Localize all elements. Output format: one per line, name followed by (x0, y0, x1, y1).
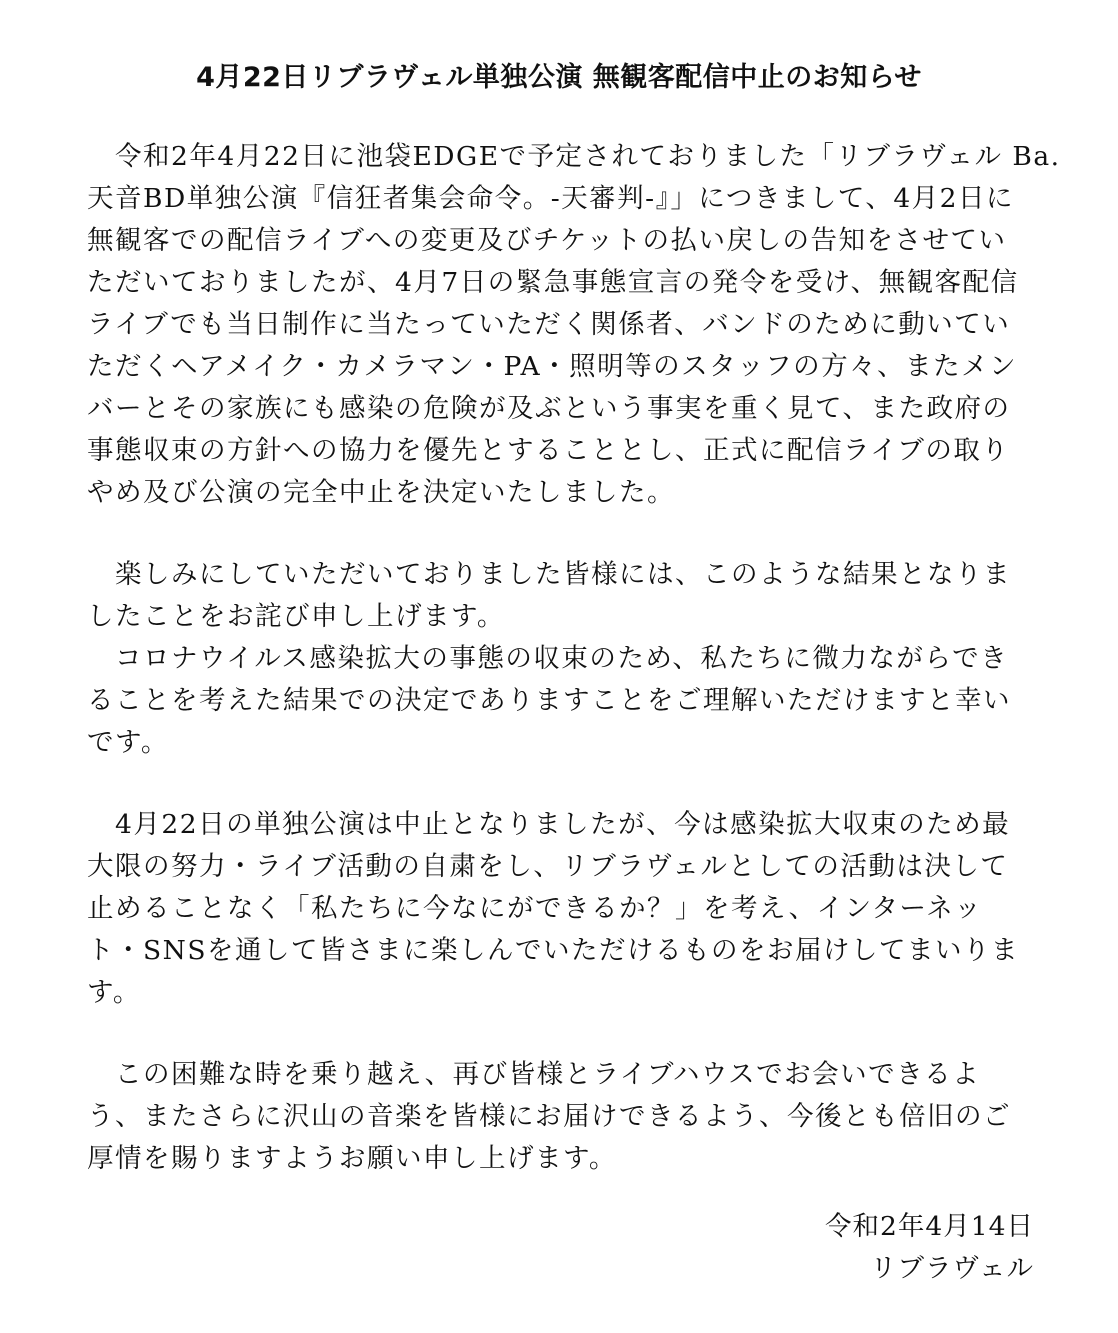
body-line: 4月22日の単独公演は中止となりましたが、今は感染拡大収束のため最 (87, 809, 1011, 840)
body-line: です。 (87, 727, 169, 758)
body-line: バーとその家族にも感染の危険が及ぶという事実を重く見て、また政府の (87, 393, 1011, 424)
body-line: ることを考えた結果での決定でありますことをご理解いただけますと幸い (87, 685, 1011, 716)
body-line: 天音BD単独公演『信狂者集会命令。-天審判-』」につきまして、4月2日に (87, 183, 1015, 214)
body-line: この困難な時を乗り越え、再び皆様とライブハウスでお会いできるよ (87, 1059, 981, 1090)
body-line: やめ及び公演の完全中止を決定いたしました。 (87, 477, 675, 508)
body-line: ト・SNSを通して皆さまに楽しんでいただけるものをお届けしてまいりま (87, 935, 1019, 966)
body-line: 無観客での配信ライブへの変更及びチケットの払い戻しの告知をさせてい (87, 225, 1007, 256)
body-line: ただいておりましたが、4月7日の緊急事態宣言の発令を受け、無観客配信 (87, 267, 1019, 298)
body-line: 令和2年4月22日に池袋EDGEで予定されておりました「リブラヴェル Ba. (87, 141, 1061, 172)
body-line: したことをお詫び申し上げます。 (87, 601, 505, 632)
notice-title: 4月22日リブラヴェル単独公演 無観客配信中止のお知らせ (196, 62, 922, 93)
body-line: コロナウイルス感染拡大の事態の収束のため、私たちに微力ながらでき (87, 643, 1009, 674)
body-line: 厚情を賜りますようお願い申し上げます。 (87, 1143, 617, 1174)
body-line: う、またさらに沢山の音楽を皆様にお届けできるよう、今後とも倍旧のご (87, 1101, 1011, 1132)
body-line: 事態収束の方針への協力を優先とすることとし、正式に配信ライブの取り (87, 435, 1010, 466)
body-line: 止めることなく「私たちに今なにができるか？」を考え、インターネッ (87, 893, 983, 924)
body-line: ただくヘアメイク・カメラマン・PA・照明等のスタッフの方々、またメン (87, 351, 1018, 382)
notice-date: 令和2年4月14日 (825, 1211, 1034, 1242)
notice-signature: リブラヴェル (870, 1253, 1034, 1284)
body-line: ライブでも当日制作に当たっていただく関係者、バンドのために動いてい (87, 309, 1011, 340)
body-line: す。 (87, 977, 141, 1008)
body-line: 大限の努力・ライブ活動の自粛をし、リブラヴェルとしての活動は決して (87, 851, 1009, 882)
body-line: 楽しみにしていただいておりました皆様には、このような結果となりま (87, 559, 1011, 590)
